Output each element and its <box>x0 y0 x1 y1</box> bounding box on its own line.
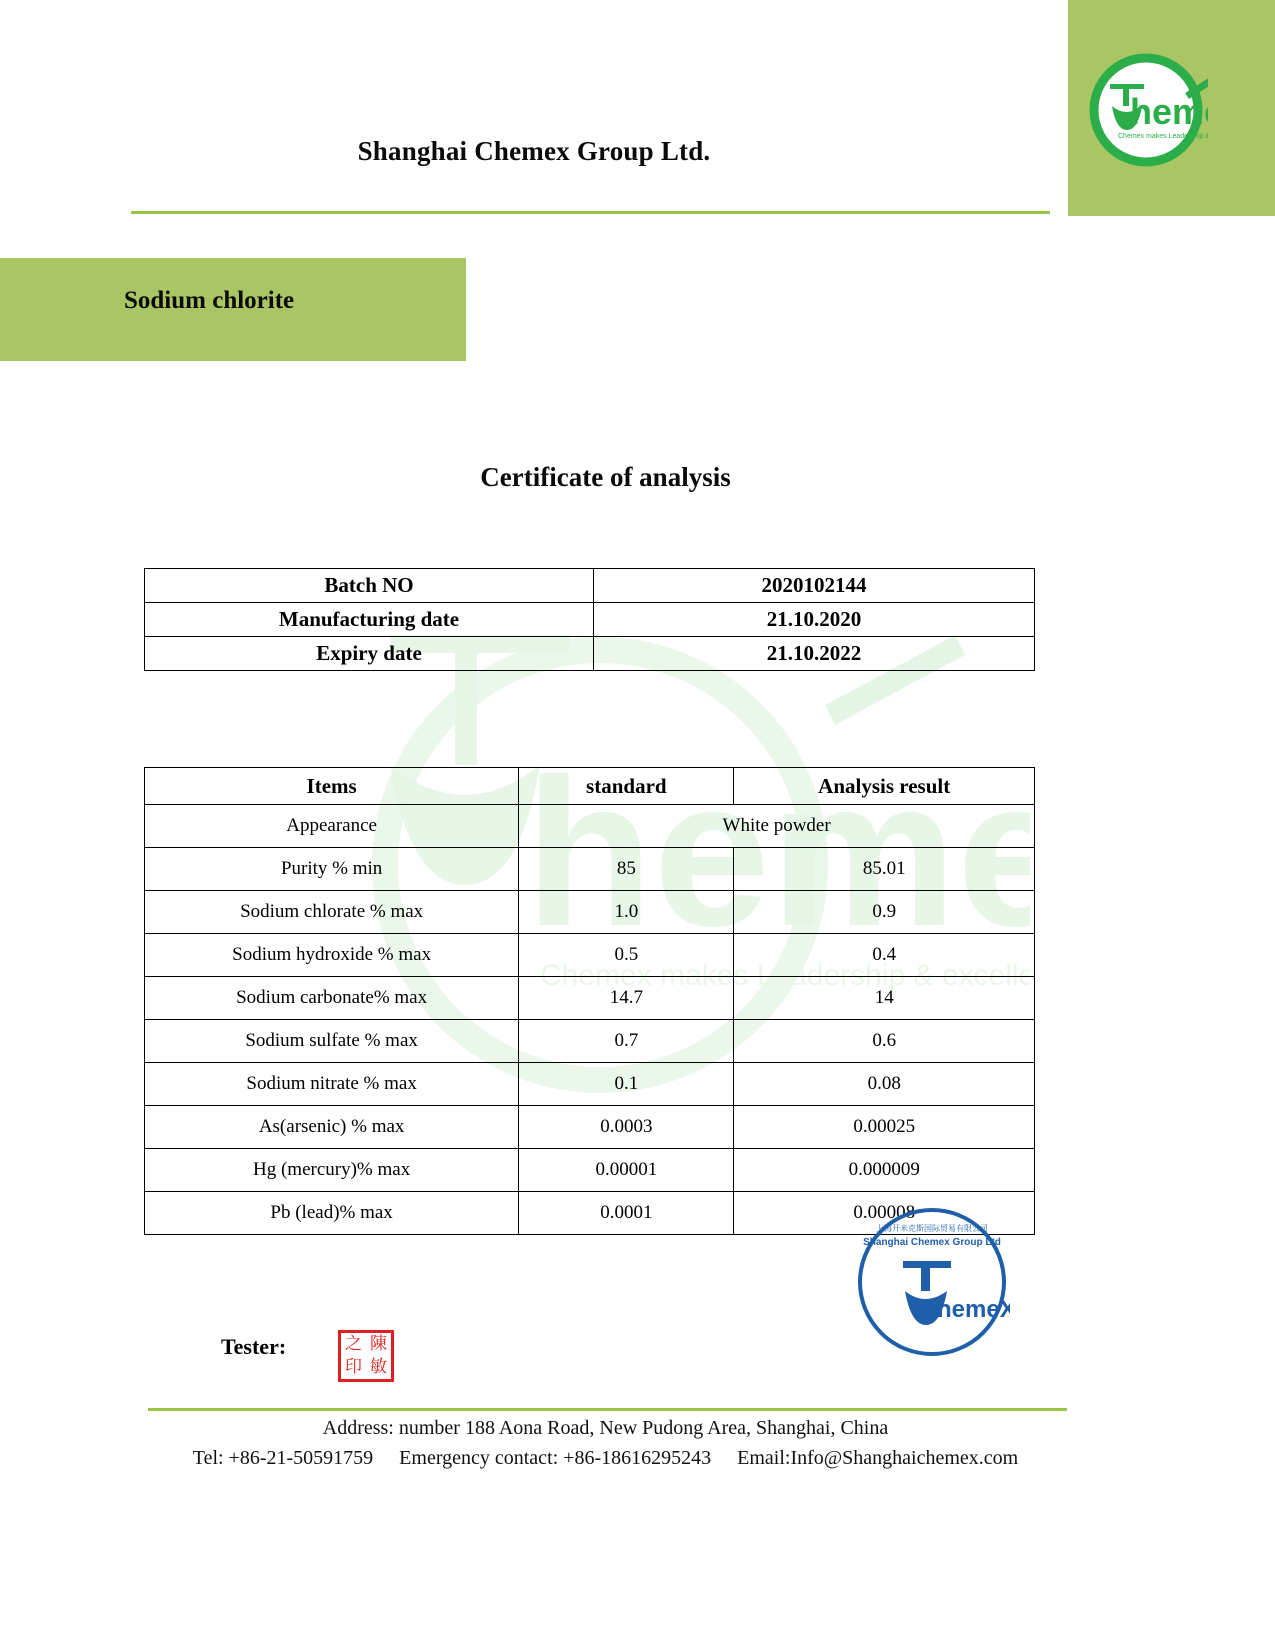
item-standard: 0.00001 <box>519 1149 734 1192</box>
footer-divider <box>148 1408 1067 1411</box>
item-result: 0.4 <box>734 934 1035 977</box>
table-row <box>145 1063 1035 1106</box>
chemex-logo <box>1084 48 1208 172</box>
expiry-date-value: 21.10.2022 <box>594 637 1035 671</box>
manufacturing-date-value: 21.10.2020 <box>594 603 1035 637</box>
svg-text:hemeX: hem <box>1130 91 1205 132</box>
footer-contact <box>0 1447 1211 1470</box>
batch-no-value: 2020102144 <box>594 569 1035 603</box>
item-standard: 0.1 <box>519 1063 734 1106</box>
seal-char: 印 <box>345 1357 362 1377</box>
header-divider <box>131 211 1050 214</box>
svg-text:上海开米克斯国际贸易有限公司: 上海开米克斯国际贸易有限公司 <box>876 1224 988 1233</box>
svg-text:Chemex makes Leadership & exce: Chemex makes Leadership & excellent <box>540 959 1030 992</box>
column-header-items: Items <box>145 768 519 805</box>
item-label: Purity % min <box>145 848 519 891</box>
item-label: Sodium sulfate % max <box>145 1020 519 1063</box>
item-label: Hg (mercury)% max <box>145 1149 519 1192</box>
item-label: Sodium carbonate% max <box>145 977 519 1020</box>
item-result: 0.00008 <box>734 1192 1035 1235</box>
item-standard: 1.0 <box>519 891 734 934</box>
manufacturing-date-label: Manufacturing date <box>145 603 594 637</box>
table-row <box>145 603 1035 637</box>
item-label: Sodium nitrate % max <box>145 1063 519 1106</box>
page-title: Certificate of analysis <box>480 462 731 492</box>
table-row <box>145 848 1035 891</box>
company-title: Shanghai Chemex Group Ltd. <box>357 136 711 166</box>
tester-label: Tester: <box>221 1334 287 1359</box>
footer-address: Address: number 188 Aona Road, New Pudong Area, Shanghai, China <box>322 1417 889 1439</box>
table-row <box>145 934 1035 977</box>
batch-no-label: Batch NO <box>145 569 594 603</box>
item-result: 14 <box>734 977 1035 1020</box>
analysis-table-body <box>145 805 1035 1235</box>
header-logo-panel <box>1068 0 1275 216</box>
item-result: 85.01 <box>734 848 1035 891</box>
table-row <box>145 569 1035 603</box>
table-row <box>145 1106 1035 1149</box>
seal-char: 之 <box>345 1334 362 1354</box>
item-result: 0.08 <box>734 1063 1035 1106</box>
seal-char: 陳 <box>370 1334 387 1354</box>
svg-text:Chemex makes Leadership & exce: Chemex makes Leadership <box>1118 133 1204 140</box>
item-result: 0.9 <box>734 891 1035 934</box>
company-stamp <box>855 1205 1010 1360</box>
table-row <box>145 977 1035 1020</box>
tester-seal-stamp <box>338 1330 394 1382</box>
seal-char: 敏 <box>370 1357 387 1377</box>
item-result: 0.6 <box>734 1020 1035 1063</box>
svg-text:hemex: heme <box>525 735 1030 970</box>
item-result: 0.00025 <box>734 1106 1035 1149</box>
product-name: Sodium chlorite <box>124 287 295 314</box>
table-row <box>145 891 1035 934</box>
footer-emergency: Emergency contact: +86-18616295243 <box>399 1447 712 1469</box>
item-result: 0.000009 <box>734 1149 1035 1192</box>
item-label: Sodium chlorate % max <box>145 891 519 934</box>
footer-tel: Tel: +86-21-50591759 <box>192 1447 374 1469</box>
item-standard: 85 <box>519 848 734 891</box>
item-label: Sodium hydroxide % max <box>145 934 519 977</box>
footer-email: Email:Info@Shanghaichemex.com <box>737 1447 1019 1469</box>
table-header-row <box>145 768 1035 805</box>
analysis-results-table <box>144 767 1035 1235</box>
appearance-label: Appearance <box>145 805 519 848</box>
appearance-value: White powder <box>519 805 1035 848</box>
expiry-date-label: Expiry date <box>145 637 594 671</box>
column-header-result: Analysis result <box>734 768 1035 805</box>
column-header-standard: standard <box>519 768 734 805</box>
item-standard: 14.7 <box>519 977 734 1020</box>
table-row <box>145 637 1035 671</box>
item-standard: 0.0001 <box>519 1192 734 1235</box>
item-label: Pb (lead)% max <box>145 1192 519 1235</box>
item-standard: 0.5 <box>519 934 734 977</box>
batch-info-table <box>144 568 1035 671</box>
item-standard: 0.0003 <box>519 1106 734 1149</box>
table-row <box>145 805 1035 848</box>
svg-text:hemeX: hemeX <box>937 1296 1010 1323</box>
table-row <box>145 1020 1035 1063</box>
svg-text:Shanghai Chemex Group Ltd: Shanghai Chemex Group Ltd <box>863 1237 1001 1248</box>
item-standard: 0.7 <box>519 1020 734 1063</box>
item-label: As(arsenic) % max <box>145 1106 519 1149</box>
table-row <box>145 1149 1035 1192</box>
